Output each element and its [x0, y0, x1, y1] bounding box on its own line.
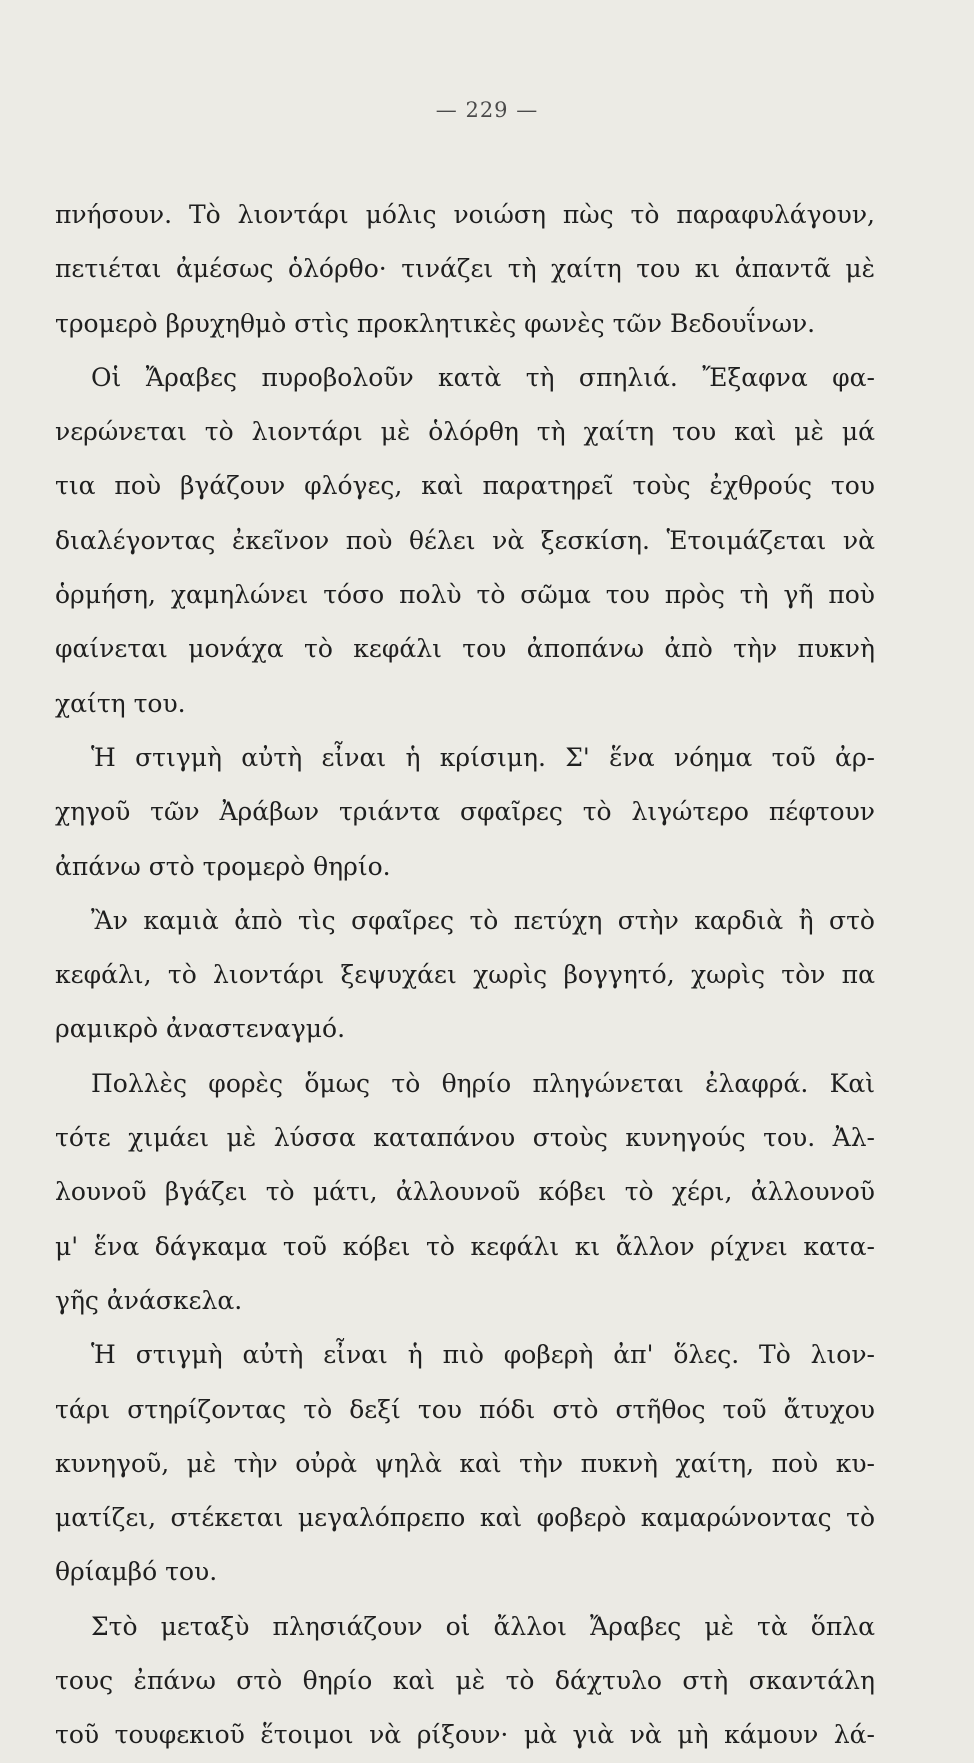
text-line: λουνοῦ βγάζει τὸ μάτι, ἀλλουνοῦ κόβει τὸ χέρι, ἀλλουνοῦ [55, 1177, 875, 1207]
text-line: Ἡ στιγμὴ αὐτὴ εἶναι ἡ πιὸ φοβερὴ ἀπ' ὅλες. Τὸ λιον- [91, 1340, 875, 1370]
text-line: διαλέγοντας ἐκεῖνον ποὺ θέλει νὰ ξεσκίση. Ἑτοιμάζεται νὰ [55, 525, 875, 555]
text-line: Οἱ Ἄραβες πυροβολοῦν κατὰ τὴ σπηλιά. Ἔξαφνα φα- [91, 362, 875, 392]
text-line: τότε χιμάει μὲ λύσσα καταπάνου στοὺς κυνηγούς του. Ἀλ- [55, 1123, 875, 1153]
text-line: γῆς ἀνάσκελα. [55, 1285, 243, 1315]
text-line: τια ποὺ βγάζουν φλόγες, καὶ παρατηρεῖ τοὺς ἐχθρούς του [55, 471, 875, 501]
text-line: ὁρμήση, χαμηλώνει τόσο πολὺ τὸ σῶμα του πρὸς τὴ γῆ ποὺ [55, 580, 875, 610]
text-line: πετιέται ἀμέσως ὁλόρθο· τινάζει τὴ χαίτη του κι ἀπαντᾶ μὲ [55, 254, 875, 284]
text-line: ἀπάνω στὸ τρομερὸ θηρίο. [55, 851, 391, 881]
text-line: θρίαμβό του. [55, 1557, 218, 1587]
text-line: Ἂν καμιὰ ἀπὸ τὶς σφαῖρες τὸ πετύχη στὴν καρδιὰ ἢ στὸ [91, 905, 875, 935]
text-line: ματίζει, στέκεται μεγαλόπρεπο καὶ φοβερὸ καμαρώνοντας τὸ [55, 1503, 875, 1533]
text-line: κυνηγοῦ, μὲ τὴν οὐρὰ ψηλὰ καὶ τὴν πυκνὴ χαίτη, ποὺ κυ- [55, 1448, 875, 1478]
text-line: νερώνεται τὸ λιοντάρι μὲ ὁλόρθη τὴ χαίτη του καὶ μὲ μά [55, 417, 875, 447]
text-line: τάρι στηρίζοντας τὸ δεξί του πόδι στὸ στῆθος τοῦ ἄτυχου [55, 1394, 875, 1424]
text-line: τους ἐπάνω στὸ θηρίο καὶ μὲ τὸ δάχτυλο στὴ σκαντάλη [55, 1666, 875, 1696]
text-line: Ἡ στιγμὴ αὐτὴ εἶναι ἡ κρίσιμη. Σ' ἕνα νόημα τοῦ ἀρ- [91, 742, 875, 772]
text-line: Πολλὲς φορὲς ὅμως τὸ θηρίο πληγώνεται ἐλαφρά. Καὶ [91, 1068, 875, 1098]
page-number: — 229 — [435, 98, 539, 122]
body-text [55, 188, 875, 1763]
text-line: ραμικρὸ ἀναστεναγμό. [55, 1014, 346, 1044]
text-line: Στὸ μεταξὺ πλησιάζουν οἱ ἄλλοι Ἄραβες μὲ τὰ ὅπλα [91, 1611, 875, 1641]
text-line: μ' ἕνα δάγκαμα τοῦ κόβει τὸ κεφάλι κι ἄλλον ρίχνει κατα- [55, 1231, 875, 1261]
text-line: κεφάλι, τὸ λιοντάρι ξεψυχάει χωρὶς βογγητό, χωρὶς τὸν πα [55, 960, 875, 990]
text-line: τρομερὸ βρυχηθμὸ στὶς προκλητικὲς φωνὲς τῶν Βεδουΐνων. [55, 308, 816, 338]
text-line: πνήσουν. Τὸ λιοντάρι μόλις νοιώση πὼς τὸ παραφυλάγουν, [55, 200, 875, 229]
text-line: χαίτη του. [55, 688, 186, 718]
text-line: τοῦ τουφεκιοῦ ἕτοιμοι νὰ ρίξουν· μὰ γιὰ νὰ μὴ κάμουν λά- [55, 1720, 875, 1750]
text-line: φαίνεται μονάχα τὸ κεφάλι του ἀποπάνω ἀπὸ τὴν πυκνὴ [55, 634, 875, 664]
text-line: χηγοῦ τῶν Ἀράβων τριάντα σφαῖρες τὸ λιγώτερο πέφτουν [55, 797, 875, 827]
